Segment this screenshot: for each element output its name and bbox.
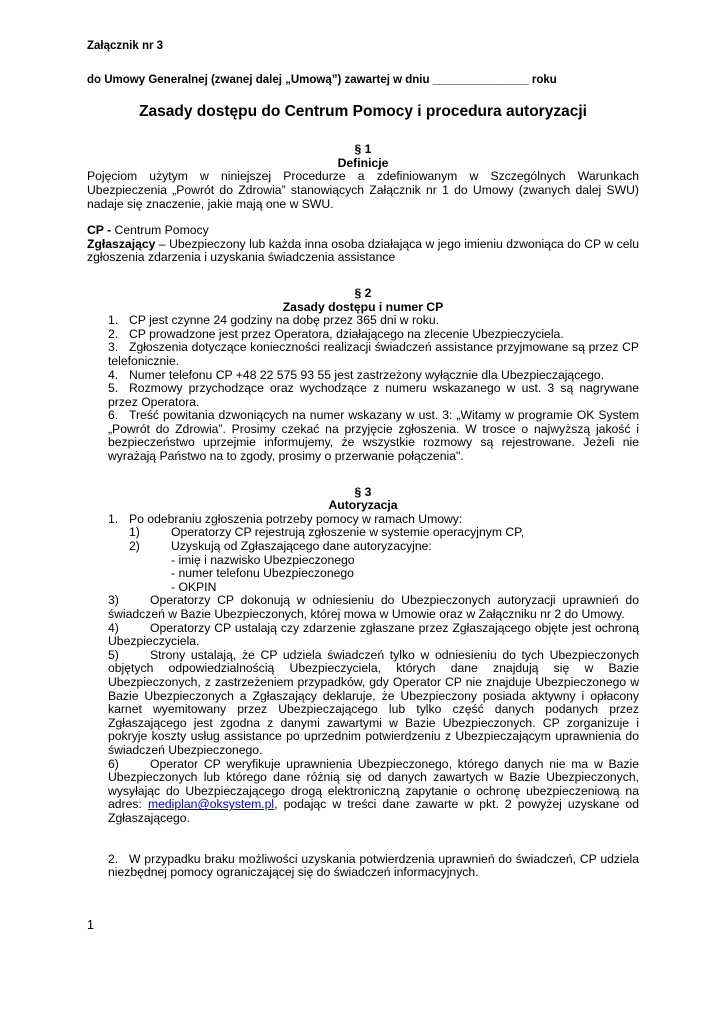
attachment-label: Załącznik nr 3	[87, 40, 164, 52]
definitions-intro: Pojęciom użytym w niniejszej Procedurze a zdefiniowanym w Szczególnych Warunkach Ubezpieczenia „Powrót do Zdrowia” stanowiących Załącznik nr 1 do Umowy (zwanych dalej SWU) nadaje się znaczenie, jakie mają one w SWU.	[87, 169, 639, 211]
sub-item: 3) Operatorzy CP dokonują w odniesieniu do Ubezpieczonych autoryzacji uprawnień do świadczeń w Bazie Ubezpieczonych, której mowa w Umowie oraz w Załączniku nr 2 do Umowy.	[108, 593, 639, 621]
bullet-item: - numer telefonu Ubezpieczonego	[171, 566, 354, 581]
definition-cp-text: Centrum Pomocy	[111, 223, 209, 238]
list-item: 2. CP prowadzone jest przez Operatora, działającego na zlecenie Ubezpieczyciela.	[108, 326, 564, 341]
list-item: 2. W przypadku braku możliwości uzyskania potwierdzenia uprawnień do świadczeń, CP udziela niezbędnej pomocy ograniczającej się do świadczeń informacyjnych.	[108, 851, 639, 880]
sub-item: 6) Operator CP weryfikuje uprawnienia Ubezpieczonego, którego danych nie ma w Bazie Ubezpieczonych lub którego dane różnią się od danych zawartych w Bazie Ubezpieczonych, wysyłając do Ubezpieczającego drogą elektroniczną zapytanie o ochronę ubezpieczeniową na adres: mediplan@oksystem.pl, podając w treści dane zawarte w pkt. 2 powyżej uzyskane od Zgłaszającego.	[108, 756, 639, 825]
section-2-list	[87, 314, 639, 464]
definition-zglaszajacy	[87, 238, 639, 265]
definition-zglaszajacy-text: – Ubezpieczony lub każda inna osoba działająca w jego imieniu dzwoniąca do CP w celu zgłoszenia zdarzenia i uzyskania świadczenia assistance	[87, 236, 639, 265]
document-page	[87, 40, 639, 880]
list-item: 3. Zgłoszenia dotyczące konieczności realizacji świadczeń assistance przyjmowane są przez CP telefonicznie.	[108, 340, 639, 368]
section-2-number: § 2	[354, 285, 372, 300]
agreement-line: do Umowy Generalnej (zwanej dalej „Umową”) zawartej w dniu _______________ roku	[87, 73, 557, 86]
definition-zglaszajacy-term: Zgłaszający	[87, 236, 156, 251]
bullet-item: - imię i nazwisko Ubezpieczonego	[171, 552, 355, 567]
definition-cp	[87, 224, 639, 238]
list-item: 4. Numer telefonu CP +48 22 575 93 55 jest zastrzeżony wyłącznie dla Ubezpieczającego.	[108, 367, 605, 382]
section-1-number: § 1	[354, 142, 372, 157]
sub-item: 2) Uzyskują od Zgłaszającego dane autoryzacyjne:	[129, 539, 432, 554]
page-number: 1	[87, 918, 94, 932]
email-link[interactable]: mediplan@oksystem.pl	[147, 797, 275, 812]
bullet-item: - OKPIN	[171, 579, 217, 594]
section-3-number: § 3	[354, 484, 372, 499]
section-3-title: Autoryzacja	[328, 498, 398, 513]
definition-cp-term: CP -	[87, 223, 112, 238]
list-item: 6. Treść powitania dzwoniących na numer wskazany w ust. 3: „Witamy w programie OK System „Powrót do Zdrowia”. Prosimy czekać na przyjęcie zgłoszenia. W trosce o najwyższą jakość i bezpieczeństwo uprzejmie informujemy, że wszystkie rozmowy są rejestrowane. Jeżeli nie wyrażają Państwo na to zgody, prosimy o przerwanie połączenia".	[108, 408, 639, 464]
sub-item: 4) Operatorzy CP ustalają czy zdarzenie zgłaszane przez Zgłaszającego objęte jest ochroną Ubezpieczyciela.	[108, 620, 639, 649]
document-title: Zasady dostępu do Centrum Pomocy i procedura autoryzacji	[139, 103, 587, 121]
list-item: 5. Rozmowy przychodzące oraz wychodzące z numeru wskazanego w ust. 3 są nagrywane przez Operatora.	[108, 381, 639, 409]
sub-item: 5) Strony ustalają, że CP udziela świadczeń tylko w odniesieniu do tych Ubezpieczonych objętych odpowiedzialnością Ubezpieczyciela, których dane znajdują się w Bazie Ubezpieczonych, z zastrzeżeniem przypadków, gdy Operator CP nie znajduje Ubezpieczonego w Bazie Ubezpieczonych a Zgłaszający deklaruje, że Ubezpieczony posiada aktywny i opłacony karnet wyemitowany przez Ubezpieczającego lub tylko część danych podanych przez Zgłaszającego jest zgodna z danymi zawartymi w Bazie Ubezpieczonych. CP zorganizuje i pokryje koszty usług assistance po uprzednim potwierdzeniu z Ubezpieczającym uprawnienia do świadczeń Ubezpieczonego.	[108, 647, 639, 757]
list-item: 1. Po odebraniu zgłoszenia potrzeby pomocy w ramach Umowy:	[108, 511, 463, 526]
sub-item: 1) Operatorzy CP rejestrują zgłoszenie w systemie operacyjnym CP,	[129, 525, 525, 540]
list-item: 1. CP jest czynne 24 godziny na dobę przez 365 dni w roku.	[108, 313, 440, 328]
section-2-title: Zasady dostępu i numer CP	[282, 299, 444, 314]
section-1-title: Definicje	[337, 155, 389, 170]
